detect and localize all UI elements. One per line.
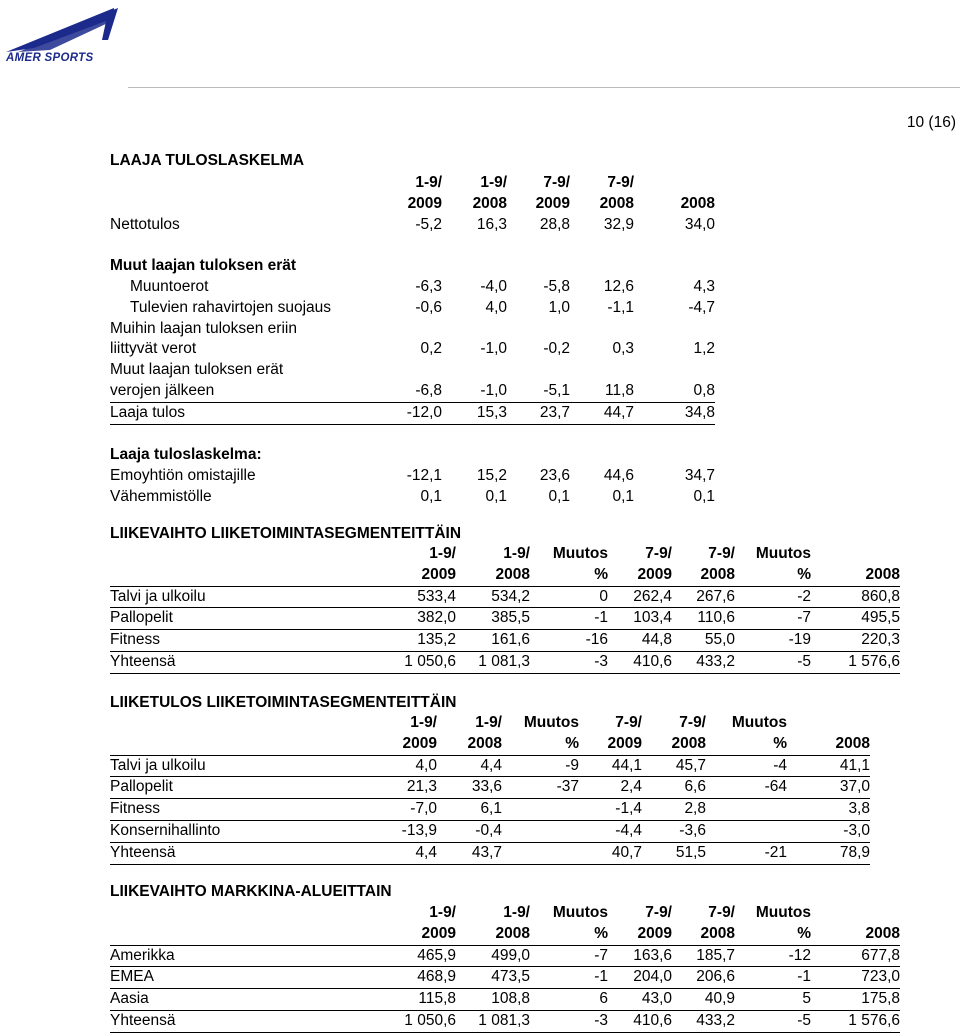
- table-row-total: Yhteensä 4,4 43,7 40,7 51,5 -21 78,9: [110, 842, 870, 864]
- table-row: Muuntoerot -6,3 -4,0 -5,8 12,6 4,3: [130, 277, 716, 295]
- comprehensive-title: LAAJA TULOSLASKELMA: [110, 152, 305, 169]
- sales-region-title: LIIKEVAIHTO MARKKINA-ALUEITTAIN: [110, 883, 392, 900]
- header-rule: [128, 87, 960, 88]
- table-row: liittyvät verot 0,2 -1,0 -0,2 0,3 1,2: [110, 340, 716, 358]
- table-row-label: Muihin laajan tuloksen eriin: [110, 319, 297, 337]
- table-row: Amerikka 465,9 499,0 -7 163,6 185,7 -12 677,8: [110, 945, 900, 967]
- table-row-label: Muut laajan tuloksen erät: [110, 361, 284, 379]
- table-row: Aasia 115,8 108,8 6 43,0 40,9 5 175,8: [110, 989, 900, 1011]
- table-row: Pallopelit 21,3 33,6 -37 2,4 6,6 -64 37,0: [110, 777, 870, 799]
- header-row-top: 1-9/ 1-9/ 7-9/ 7-9/: [415, 174, 635, 191]
- header-row-top: 1-9/ 1-9/ Muutos 7-9/ 7-9/ Muutos: [429, 904, 811, 921]
- table-row-total: Yhteensä 1 050,6 1 081,3 -3 410,6 433,2 -5 1 576,6: [110, 651, 900, 673]
- sales-region-table: [110, 903, 900, 1033]
- table-row-total: Laaja tulos -12,0 15,3 23,7 44,7 34,8: [110, 402, 715, 424]
- spacer-row: [110, 235, 715, 256]
- header-row-top: 1-9/ 1-9/ Muutos 7-9/ 7-9/ Muutos: [410, 714, 787, 731]
- table-row: verojen jälkeen -6,8 -1,0 -5,1 11,8 0,8: [110, 381, 715, 402]
- table-row: Konsernihallinto -13,9 -0,4 -4,4 -3,6 -3,0: [110, 820, 870, 842]
- table-row: Emoyhtiön omistajille -12,1 15,2 23,6 44,6 34,7: [110, 467, 716, 485]
- subheading-row: Muut laajan tuloksen erät: [110, 257, 297, 275]
- table-row: Fitness -7,0 6,1 -1,4 2,8 3,8: [110, 799, 870, 821]
- ebit-segment-table: [110, 713, 870, 865]
- header-row-bottom: 2009 2008 % 2009 2008 % 2008: [110, 734, 870, 755]
- comprehensive-table: [110, 173, 715, 508]
- header-row-top: 1-9/ 1-9/ Muutos 7-9/ 7-9/ Muutos: [429, 545, 811, 562]
- ebit-segment-title: LIIKETULOS LIIKETOIMINTASEGMENTEITTÄIN: [110, 694, 457, 711]
- table-row-total: Yhteensä 1 050,6 1 081,3 -3 410,6 433,2 -5 1 576,6: [110, 1010, 900, 1032]
- sales-segment-title: LIIKEVAIHTO LIIKETOIMINTASEGMENTEITTÄIN: [110, 525, 462, 542]
- header-row-bottom: 2009 2008 % 2009 2008 % 2008: [110, 565, 900, 586]
- table-row: Tulevien rahavirtojen suojaus -0,6 4,0 1,0 -1,1 -4,7: [130, 298, 716, 316]
- sales-segment-table: [110, 544, 900, 674]
- subheading-row: Laaja tuloslaskelma:: [110, 446, 262, 464]
- spacer-row: [110, 424, 715, 445]
- page-number: 10 (16): [906, 114, 956, 131]
- table-row: Talvi ja ulkoilu 4,0 4,4 -9 44,1 45,7 -4 41,1: [110, 755, 870, 777]
- table-row: EMEA 468,9 473,5 -1 204,0 206,6 -1 723,0: [110, 967, 900, 989]
- header-row-bottom: 2009 2008 % 2009 2008 % 2008: [110, 924, 900, 945]
- table-row: Talvi ja ulkoilu 533,4 534,2 0 262,4 267,6 -2 860,8: [110, 586, 900, 608]
- logo-text: AMER SPORTS: [6, 52, 94, 64]
- table-row-net: Nettotulos -5,2 16,3 28,8 32,9 34,0: [110, 215, 716, 233]
- header-row-bottom: 2009 2008 2009 2008 2008: [407, 194, 716, 212]
- table-row: Vähemmistölle 0,1 0,1 0,1 0,1 0,1: [110, 487, 716, 505]
- table-row: Pallopelit 382,0 385,5 -1 103,4 110,6 -7 495,5: [110, 608, 900, 630]
- table-row: Fitness 135,2 161,6 -16 44,8 55,0 -19 220,3: [110, 630, 900, 652]
